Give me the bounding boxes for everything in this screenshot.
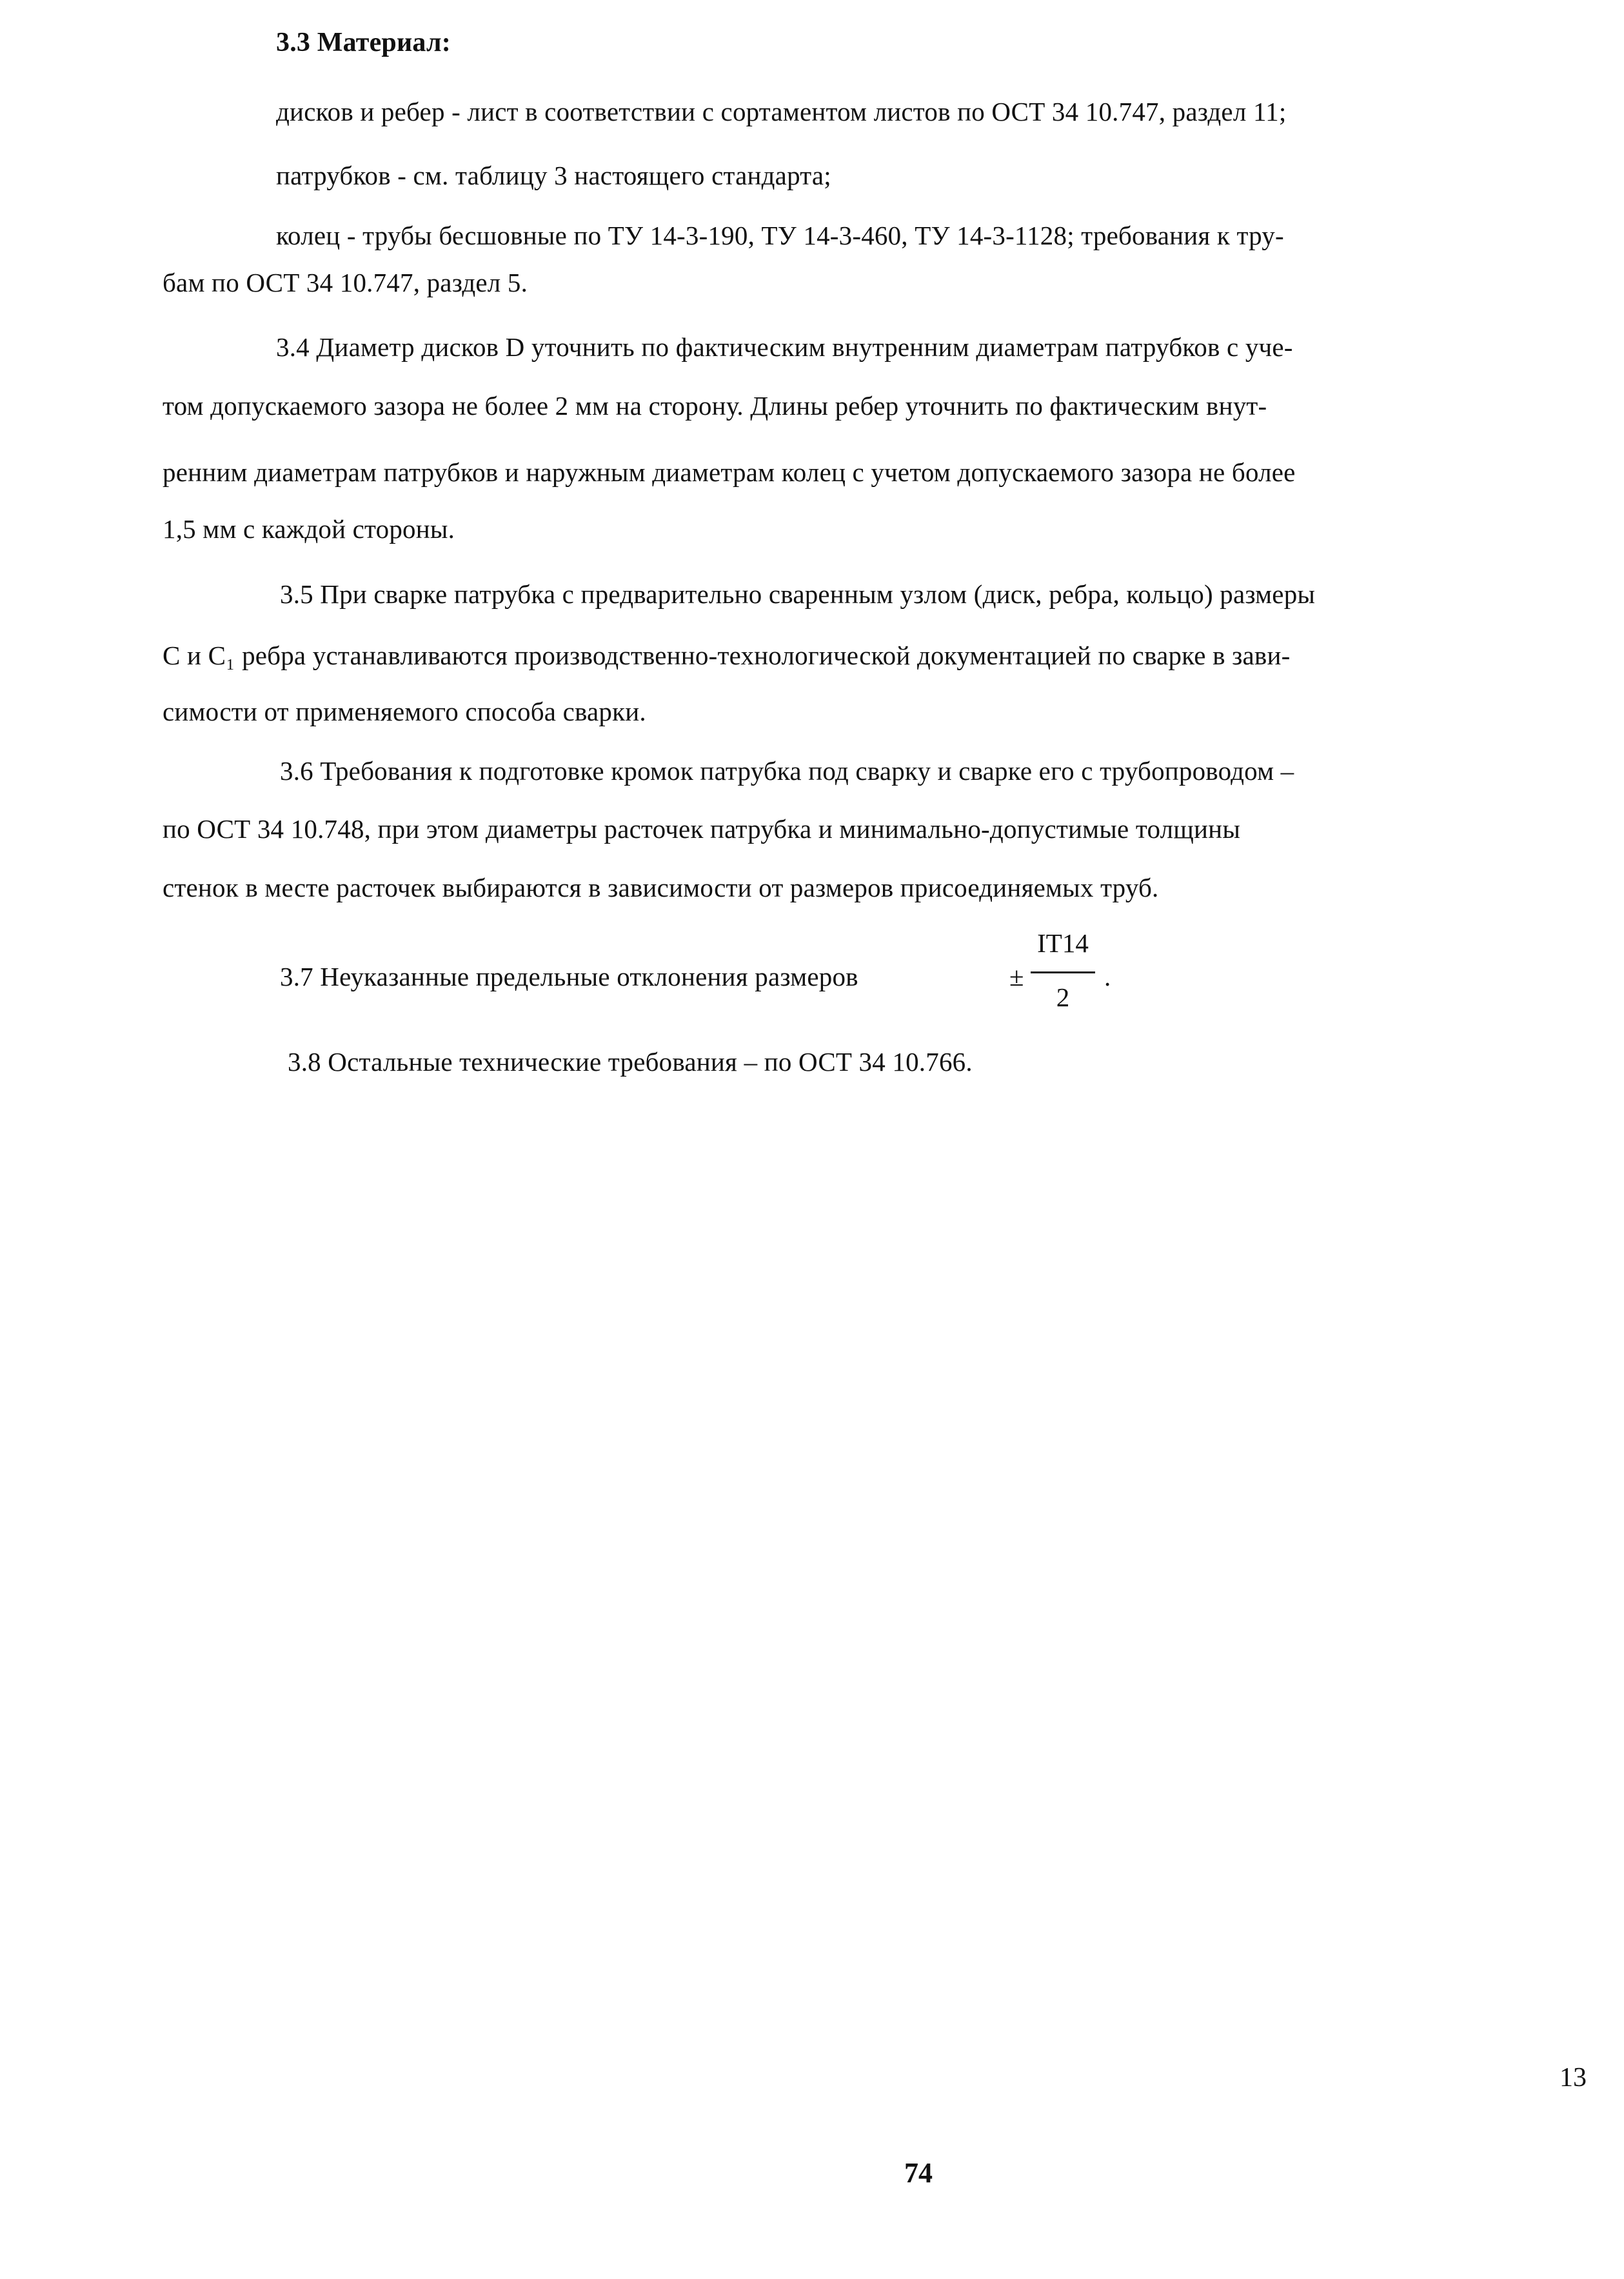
section-3-6-line: стенок в месте расточек выбираются в зависимости от размеров присоединяемых труб. — [163, 873, 1159, 902]
section-3-8-text: 3.8 Остальные технические требования – по ОСТ 34 10.766. — [288, 1047, 973, 1077]
section-3-4-line: 3.4 Диаметр дисков D уточнить по фактическим внутренним диаметрам патрубков с уче- — [276, 332, 1293, 362]
section-3-6-line: по ОСТ 34 10.748, при этом диаметры расточек патрубка и минимально-допустимые толщины — [163, 814, 1241, 844]
section-3-3-line: колец - трубы бесшовные по ТУ 14-3-190, ТУ 14-3-460, ТУ 14-3-1128; требования к тру- — [276, 221, 1284, 250]
fraction-bar — [1031, 971, 1095, 973]
section-3-5-line: С и С₁ ребра устанавливаются производственно-технологической документацией по сварке в зави- — [163, 641, 1291, 670]
section-3-3-heading: 3.3 Материал: — [276, 28, 451, 57]
page-number: 13 — [1560, 2063, 1587, 2093]
section-3-4-line: ренним диаметрам патрубков и наружным диаметрам колец с учетом допускаемого зазора не более — [163, 457, 1296, 487]
section-3-7-text: 3.7 Неуказанные предельные отклонения размеров — [280, 962, 858, 991]
fraction-denominator: 2 — [1056, 982, 1070, 1012]
tolerance-fraction — [1027, 926, 1099, 1017]
plus-minus-sign: ± — [1009, 962, 1024, 991]
fraction-numerator: IT14 — [1037, 928, 1089, 958]
section-3-3-line: дисков и ребер - лист в соответствии с сортаментом листов по ОСТ 34 10.747, раздел 11; — [276, 97, 1287, 126]
section-3-3-line: патрубков - см. таблицу 3 настоящего стандарта; — [276, 161, 831, 190]
section-3-4-line: 1,5 мм с каждой стороны. — [163, 514, 455, 544]
section-3-5-line: симости от применяемого способа сварки. — [163, 697, 646, 726]
section-3-4-line: том допускаемого зазора не более 2 мм на сторону. Длины ребер уточнить по фактическим внут- — [163, 391, 1267, 421]
section-3-5-line: 3.5 При сварке патрубка с предварительно сваренным узлом (диск, ребра, кольцо) размеры — [280, 579, 1316, 609]
section-3-3-line: бам по ОСТ 34 10.747, раздел 5. — [163, 268, 528, 297]
folio-number: 74 — [904, 2157, 933, 2189]
section-3-7-end: . — [1104, 962, 1111, 991]
section-3-6-line: 3.6 Требования к подготовке кромок патрубка под сварку и сварке его с трубопроводом – — [280, 756, 1294, 786]
